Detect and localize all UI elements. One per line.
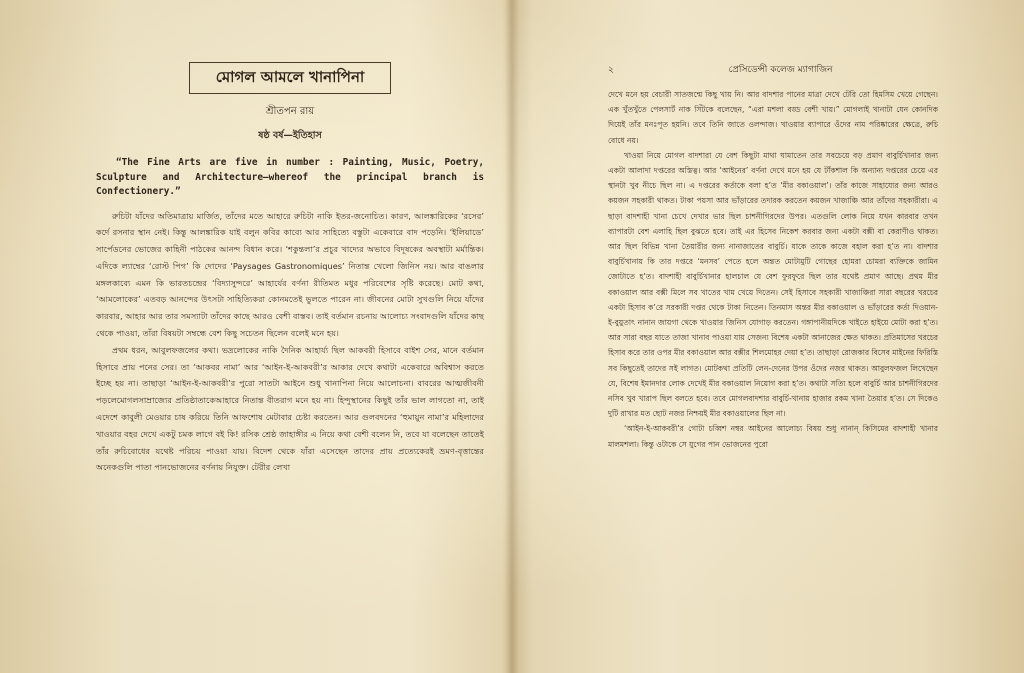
left-paragraph-2: প্রথম ধরন, আবুলফজলের কথা। ভদ্রলোকের নাকি দৈনিক আহার্য্য ছিল আকবরী হিসাবে বাইশ সের, মানে বর্তমান হিসাবে প্রায় পনের সের। তা ‘আকবর নামা’ আর ‘আইন-ই-আকবরী’র আকার দেখে কথাটা একেবারে অবিশ্বাস করতে ইচ্ছে হয় না। তাছাড়া ‘আইন-ই-আকবরী’র পুরো সাতটা আইনে শুধু খানাপিনা নিয়ে আলোচনা। বাবরের আত্মজীবনী পড়লেমোগলসাম্রাজ্যের প্রতিষ্ঠাতাকেআহারে নিতান্ত বীতরাগ মনে হয় না। হিন্দুস্থানের কিছুই তাঁর ভাল লাগতো না, তাই এদেশে কাবুলী মেওয়ার চাষ করিয়ে তিনি আফশোষ মেটাবার চেষ্টা করতেন। আর গুলবদনের ‘হুমায়ুন নামা’র মহিলাদের খাওয়ার বহর দেখে একটু চমক লাগে বই কি! রসিক শ্রেষ্ঠ জাহাঙ্গীর এ নিয়ে কথা বেশী বলেন নি, তবে যা বলেছেন তাতেই তাঁর রুচিবোধের যথেষ্ট পরিচয় পাওয়া যায়। বিদেশ থেকে যাঁরা এসেছেন তাদের প্রায় প্রত্যেকেরই ভ্রমণ-বৃত্তান্তের অনেকগুলি পাতা পানভোজনের বর্ণনায় নিযুক্ত। টেরীর লেখা (96, 344, 484, 473)
running-head-title: প্রেসিডেন্সী কলেজ ম্যাগাজিন (728, 65, 833, 75)
right-body (608, 87, 938, 452)
left-body (96, 208, 484, 477)
article-author: শ্রীতপন রায় (266, 106, 315, 117)
left-paragraph-1: রুচিটা যাঁদের অতিমাত্রায় মার্জিত, তাঁদের মতে আহারে রুচিটা নাকি ইতর-জনোচিত। কারণ, আলঙ্কারিকের ‘রসের’ কর্দে রসনার স্থান নেই। কিন্তু আলঙ্কারিক যাই বলুন কবির কাব্যে আর সাহিত্যে বস্তুটা একেবারে বাদ পড়েনি। ‘ইলিয়াডে’ সার্পেডনের ভোজের কাহিনী পাঠকের আনন্দ বিধান করে। ‘শকুন্তলা’র প্রচুর খাদ্যের অভাবে বিদূষকের অবস্থাটা মর্মান্তিক। এদিকে ল্যাম্বের ‘রোস্ট পিগ’ কি দোদের ‘Paysages Gastronomiques’ নিতান্ত খেলো জিনিস নয়। আর বাঙলার মঙ্গলকাব্যে এমন কি ভারতচন্দ্রের ‘বিদ্যাসুন্দরে’ আহার্যের বর্ণনা রীতিমত মধুর পরিবেশের সৃষ্টি করেছে। মোট কথা, ‘আমলোকের’ এতবড় আনন্দের উৎসটা সাহিত্যিকরা কোনমতেই ভুলতে পারেন না। জীবনের মোটা সুখগুলি নিয়ে যাঁদের কারবার, আহার আর তার সমস্যাটা তাঁদের কাছে আরও বেশী বাস্তব। তাই বর্তমান রচনায় আলোচ্য সংবাদগুলি যাঁদের কাছ থেকে পাওয়া, তাঁরা বিষয়টা সম্বন্ধে বেশ কিছু সচেতন ছিলেন বলেই মনে হয়। (96, 210, 484, 339)
author-class: ষষ্ঠ বর্ষ—ইতিহাস (258, 130, 322, 141)
right-page (608, 62, 938, 452)
epigraph-quote: “The Fine Arts are five in number : Painting, Music, Poetry, Sculpture and Architecture—whereof the principal branch is Confectionery.” (96, 157, 484, 197)
running-header (608, 62, 938, 77)
right-paragraph-3: ‘আইন-ই-আকবরী’র গোটা চব্বিশ নম্বর আইনের আলোচ্য বিষয় শুধু নানান্ কিসিমের বাদশাহী খানার মালমশলা। কিন্তু ওটাকে সে যুগের পান ভোজনের পুরো (608, 424, 938, 449)
left-page (96, 62, 484, 476)
right-paragraph-1: দেখে মনে হয় বেচারী সাতজন্মে কিছু খায় নি। আর বাদশার পানের মাত্রা দেখে টেরি তো হিমসিম খেয়ে গেছেন। এক খুঁতখুঁতে পেলসার্ট নাক সিঁটকে বলেছেন, “এরা মশলা বড্ড বেশী খায়।” মোগলাই খানাটা যেন কোনদিক দিয়েই তাঁর মনঃপূত হয়নি। তবে তিনি জাতে ওলন্দাজ। খাওয়ার ব্যাপারে ওঁদের নাম পরিষ্কারের ক্ষেত্রে, রুচি বোধে নয়। (608, 90, 938, 145)
page-number: ২ (608, 65, 614, 75)
article-title: মোগল আমলে খানাপিনা (189, 62, 391, 94)
right-paragraph-2: খাওয়া নিয়ে মোগল বাদশারা যে বেশ কিছুটা মাথা ঘামাতেন তার সবচেয়ে বড় প্রমাণ বাবুর্চিখানার জন্য একটা আলাদা দপ্তরের অস্তিত্ব। আর ‘আইনের’ বর্ণনা দেখে মনে হয় যে টাঁকশাল কি অন্যান্য দপ্তরের চেয়ে এর স্থানটা খুব নীচে ছিল না। এ দপ্তরের কর্তাকে বলা হ’ত ‘মীর বকাওয়াল’। তাঁর কাজে সাহায্যের জন্য আরও কয়জন সহকারী থাকত। টাকা পয়সা আর ভাঁড়ারের তদারক করতেন কয়জন খাজাঞ্চি আর তাঁদের সহকারীরা। এ ছাড়া বাদশাহী খানা চেখে দেখার ভার ছিল চাশনীগিরদের উপর। এতগুলি লোক নিয়ে যখন কারবার তখন ব্যাপারটা বেশ এলাহি ছিল বুঝতে হবে। তাই এর হিসেব নিকেশ করবার জন্য একটা বক্সী বা কেরাণীও থাকত। আর ছিল বিভিন্ন খানা তৈয়ারীর জন্য নানাজাতের বাবুর্চি। যাকে তাকে কাজে বহাল করা হ’ত না। বাদশার বাবুর্চিখানায় কি তার দপ্তরে ‘মনসব’ পেতে হলে অন্তত মোটামুটি গোছের হোমরা চোমরা ব্যক্তিকে জামিন জোটাতে হ’ত। বাদশাহী বাবুর্চিখানার হালচাল যে বেশ ফুরফুরে ছিল তার যথেষ্ট প্রমাণ আছে। প্রথম মীর বকাওয়াল আর বক্সী মিলে সব খাতের খাম খেয়ে দিতেন। সেই হিসাবে সহকারী খাজাঞ্চিরা সারা বছরের খরচের একটা হিসাব ক’রে সরকারী দপ্তর থেকে টাকা নিতেন। তিনমাস অন্তর মীর বকাওয়াল ও ভাঁড়ারের কর্তা দিওয়ান-ই-বুয়ুতাৎ নানান জায়গা থেকে খাওয়ার জিনিস যোগাড় করতেন। গঙ্গাপানীয়দিকে খাইতে হাইয়ে মোটা করা হ’ত। আর সারা বছর যাতে তাজা খানাব পাওয়া যায় সেজন্য বিশেষ একটা আনাজের ক্ষেত থাকত। প্রতিমাসের খরচের হিসাব করে তার ওপর মীর বকাওয়াল আর বক্সীর শিলমোহর দেয়া হ’ত। তাছাড়া রোজকার বিসেব মাইনের ফিরিস্তি সব কিছুতেই তাদের সই লাগত। মোটকথা প্রতিটি লেন-দেনের উপর ওঁদের নজর থাকত। আবুলফজল লিখেছেন যে, বিশেষ ইমানদার লোক দেখেই মীর বকাওয়াল নিয়োগ করা হ’ত। কথাটা সত্যি হলে বাবুর্চি আর চাশনীগিরদের নসিব খুব খারাপ ছিল বলতে হবে। তবে মোগলবাদশার বাবুর্চি-খানায় হাজার রকম খানা তৈয়ার হ’ত। সে দিকেও দুটি রাখার মত ছোট নজর নিশ্চয়ই মীর বকাওয়ালের ছিল না। (608, 150, 939, 419)
book-gutter (505, 0, 519, 673)
